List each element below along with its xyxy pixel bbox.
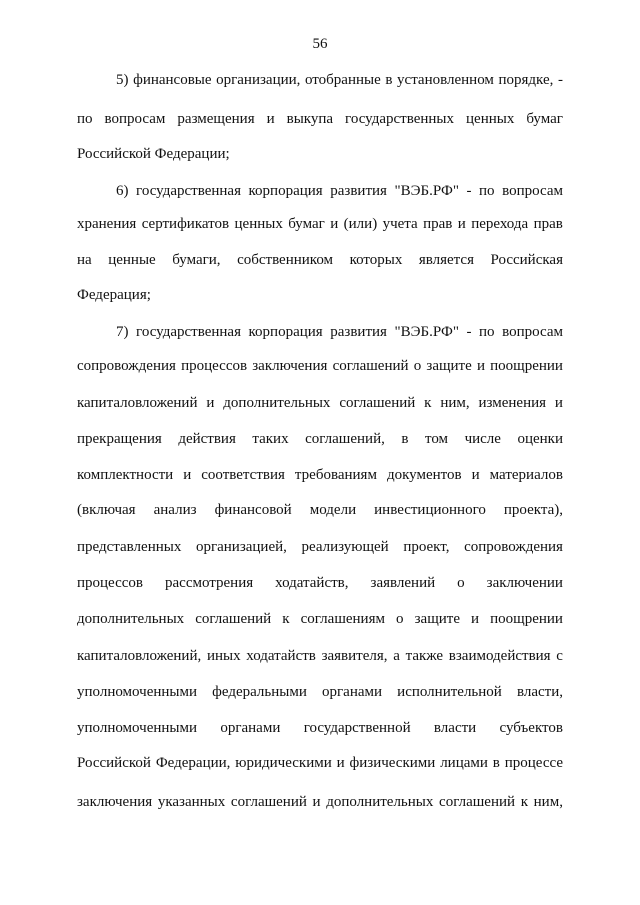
text-line: уполномоченными федеральными органами исполнительной власти, <box>77 684 563 700</box>
text-line: уполномоченными органами государственной власти субъектов <box>77 720 563 736</box>
text-line: представленных организацией, реализующей проект, сопровождения <box>77 539 563 555</box>
text-line: комплектности и соответствия требованиям документов и материалов <box>77 467 563 483</box>
text-line: процессов рассмотрения ходатайств, заявлений о заключении <box>77 575 563 591</box>
text-line: дополнительных соглашений к соглашениям о защите и поощрении <box>77 611 563 627</box>
text-line: капиталовложений, иных ходатайств заявителя, а также взаимодействия с <box>77 648 563 664</box>
text-line: прекращения действия таких соглашений, в том числе оценки <box>77 431 563 447</box>
text-line: Федерация; <box>77 287 151 303</box>
text-line: на ценные бумаги, собственником которых является Российская <box>77 252 563 268</box>
text-line: 7) государственная корпорация развития "ВЭБ.РФ" - по вопросам <box>116 324 563 340</box>
text-line: Российской Федерации, юридическими и физическими лицами в процессе <box>77 755 563 771</box>
text-line: капиталовложений и дополнительных соглашений к ним, изменения и <box>77 395 563 411</box>
page-number: 56 <box>312 36 328 52</box>
text-line: 5) финансовые организации, отобранные в установленном порядке, - <box>116 72 563 88</box>
text-line: хранения сертификатов ценных бумаг и (или) учета прав и перехода прав <box>77 216 563 232</box>
text-line: 6) государственная корпорация развития "ВЭБ.РФ" - по вопросам <box>116 183 563 199</box>
text-line: сопровождения процессов заключения соглашений о защите и поощрении <box>77 358 563 374</box>
text-line: по вопросам размещения и выкупа государственных ценных бумаг <box>77 111 563 127</box>
text-line: заключения указанных соглашений и дополнительных соглашений к ним, <box>77 794 563 810</box>
text-line: (включая анализ финансовой модели инвестиционного проекта), <box>77 502 563 518</box>
text-line: Российской Федерации; <box>77 146 230 162</box>
